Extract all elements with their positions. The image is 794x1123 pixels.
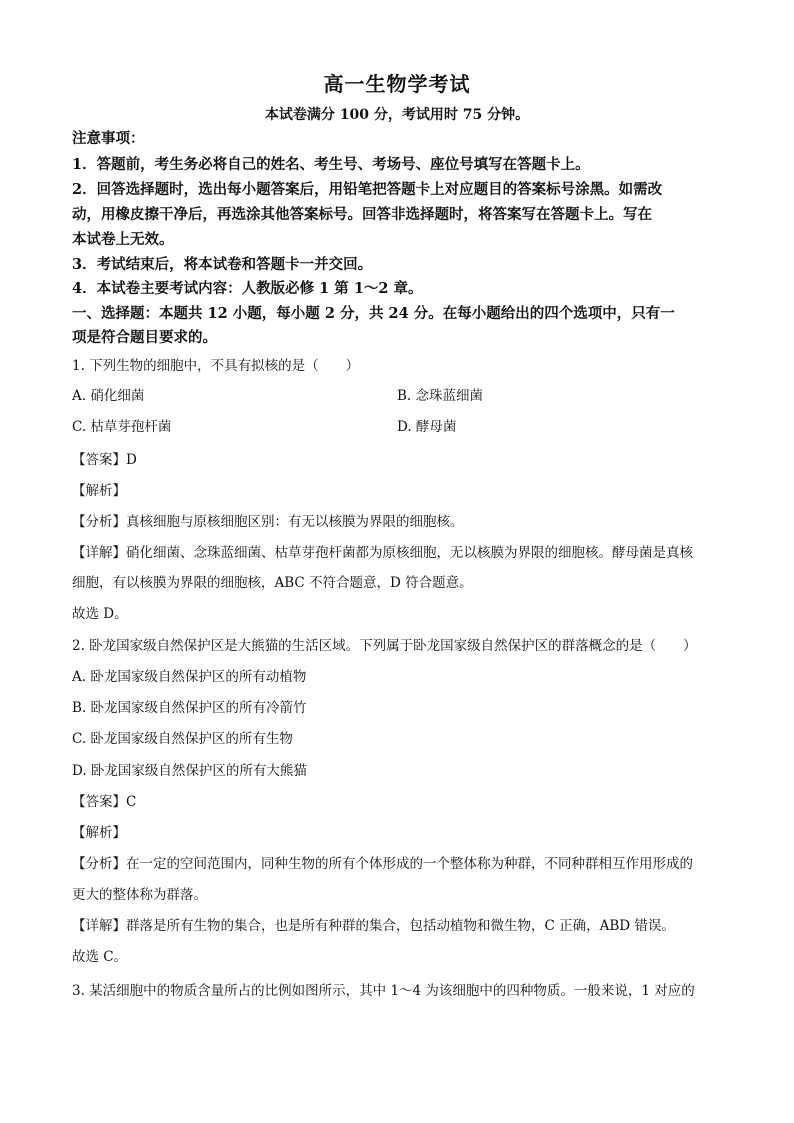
- note-item-3: 3．考试结束后，将本试卷和答题卡一并交回。: [72, 256, 373, 273]
- section-heading-line2: 项是符合题目要求的。: [72, 329, 217, 346]
- question-1-option-c: C. 枯草芽孢杆菌: [72, 419, 172, 435]
- question-2-analysis-line2: 更大的整体称为群落。: [72, 887, 207, 903]
- question-2-option-b: B. 卧龙国家级自然保护区的所有冷箭竹: [72, 700, 307, 716]
- question-1-detail-line2: 细胞，有以核膜为界限的细胞核，ABC 不符合题意，D 符合题意。: [72, 575, 473, 591]
- question-3-stem: 3. 某活细胞中的物质含量所占的比例如图所示，其中 1～4 为该细胞中的四种物质。一般来说，1 对应的: [72, 983, 695, 999]
- note-item-1: 1．答题前，考生务必将自己的姓名、考生号、考场号、座位号填写在答题卡上。: [72, 156, 590, 173]
- note-item-2-line3: 本试卷上无效。: [72, 231, 174, 248]
- notes-heading: 注意事项：: [72, 130, 145, 147]
- question-1-answer: 【答案】D: [72, 452, 137, 468]
- note-item-2-line2: 动，用橡皮擦干净后，再选涂其他答案标号。回答非选择题时，将答案写在答题卡上。写在: [72, 206, 652, 223]
- question-2-jiexi: 【解析】: [72, 825, 126, 841]
- question-1-jiexi: 【解析】: [72, 483, 126, 499]
- question-2-detail: 【详解】群落是所有生物的集合，也是所有种群的集合，包括动植物和微生物，C 正确，ABD 错误。: [72, 918, 675, 934]
- note-item-2-line1: 2．回答选择题时，选出每小题答案后，用铅笔把答题卡上对应题目的答案标号涂黑。如需改: [72, 181, 663, 198]
- question-1-option-d: D. 酵母菌: [397, 419, 457, 435]
- question-2-option-c: C. 卧龙国家级自然保护区的所有生物: [72, 731, 293, 747]
- section-heading-line1: 一、选择题：本题共 12 小题，每小题 2 分，共 24 分。在每小题给出的四个选项中，只有一: [72, 305, 675, 322]
- question-2-option-d: D. 卧龙国家级自然保护区的所有大熊猫: [72, 763, 307, 779]
- exam-info: 本试卷满分 100 分，考试用时 75 分钟。: [264, 107, 530, 123]
- note-item-4: 4．本试卷主要考试内容：人教版必修 1 第 1～2 章。: [72, 280, 423, 297]
- question-2-stem: 2. 卧龙国家级自然保护区是大熊猫的生活区域。下列属于卧龙国家级自然保护区的群落概念的是（ ）: [72, 638, 697, 654]
- question-1-analysis: 【分析】真核细胞与原核细胞区别：有无以核膜为界限的细胞核。: [72, 514, 464, 530]
- question-1-option-a: A. 硝化细菌: [72, 388, 145, 404]
- question-2-answer: 【答案】C: [72, 794, 137, 810]
- question-2-conclusion: 故选 C。: [72, 949, 128, 965]
- question-1-stem: 1. 下列生物的细胞中，不具有拟核的是（ ）: [72, 358, 360, 374]
- question-1-conclusion: 故选 D。: [72, 606, 128, 622]
- page-title: 高一生物学考试: [323, 72, 471, 96]
- question-2-analysis-line1: 【分析】在一定的空间范围内，同种生物的所有个体形成的一个整体称为种群，不同种群相互作用形成的: [72, 856, 693, 872]
- question-2-option-a: A. 卧龙国家级自然保护区的所有动植物: [72, 669, 307, 685]
- question-1-detail-line1: 【详解】硝化细菌、念珠蓝细菌、枯草芽孢杆菌都为原核细胞，无以核膜为界限的细胞核。酵母菌是真核: [72, 545, 693, 561]
- question-1-option-b: B. 念珠蓝细菌: [397, 388, 484, 404]
